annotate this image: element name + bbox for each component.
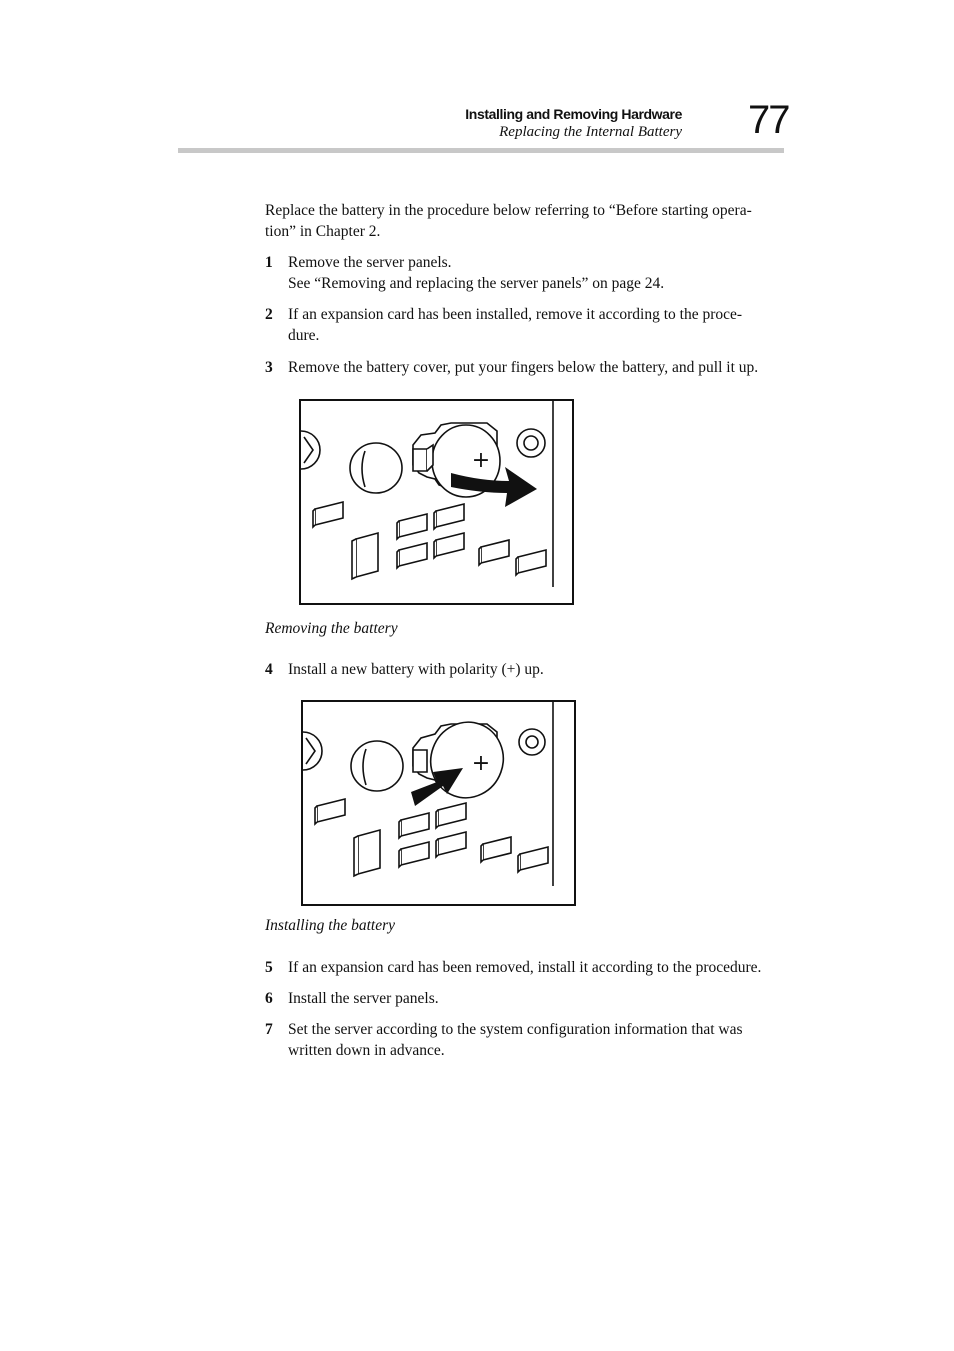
step-text: Set the server according to the system configuration information that was <box>288 1021 743 1038</box>
step-number: 2 <box>265 306 273 323</box>
step-number: 3 <box>265 359 273 376</box>
step-text: Install the server panels. <box>288 990 439 1007</box>
step-text: If an expansion card has been removed, install it according to the procedure. <box>288 959 762 976</box>
figure-installing-battery <box>301 700 576 906</box>
step-number: 7 <box>265 1021 273 1038</box>
step-text: See “Removing and replacing the server panels” on page 24. <box>288 275 665 292</box>
step-text: Remove the battery cover, put your fingers below the battery, and pull it up. <box>288 359 759 376</box>
step-number: 1 <box>265 254 273 271</box>
step-text: Remove the server panels. <box>288 254 452 271</box>
intro-line: tion” in Chapter 2. <box>265 223 381 240</box>
page-number: 77 <box>748 98 789 142</box>
step-number: 6 <box>265 990 273 1007</box>
step-text: dure. <box>288 327 320 344</box>
intro-line: Replace the battery in the procedure below referring to “Before starting opera- <box>265 202 752 219</box>
header-rule <box>178 148 784 153</box>
motherboard-illustration <box>303 702 574 904</box>
polarity-mark <box>472 448 490 473</box>
figure-removing-battery <box>299 399 574 605</box>
figure-caption: Installing the battery <box>265 917 396 934</box>
svg-text:+: + <box>471 751 491 776</box>
step-text: If an expansion card has been installed, remove it according to the proce- <box>288 306 743 323</box>
motherboard-illustration <box>301 401 572 603</box>
step-number: 4 <box>265 661 273 678</box>
polarity-mark <box>472 751 490 776</box>
step-number: 5 <box>265 959 273 976</box>
svg-text:+: + <box>471 448 491 473</box>
step-text: written down in advance. <box>288 1042 445 1059</box>
intro-paragraph <box>265 200 785 242</box>
figure-caption: Removing the battery <box>265 620 398 637</box>
step-text: Install a new battery with polarity (+) up. <box>288 661 544 678</box>
running-header-section: Replacing the Internal Battery <box>499 124 682 140</box>
running-header-chapter: Installing and Removing Hardware <box>465 106 682 122</box>
